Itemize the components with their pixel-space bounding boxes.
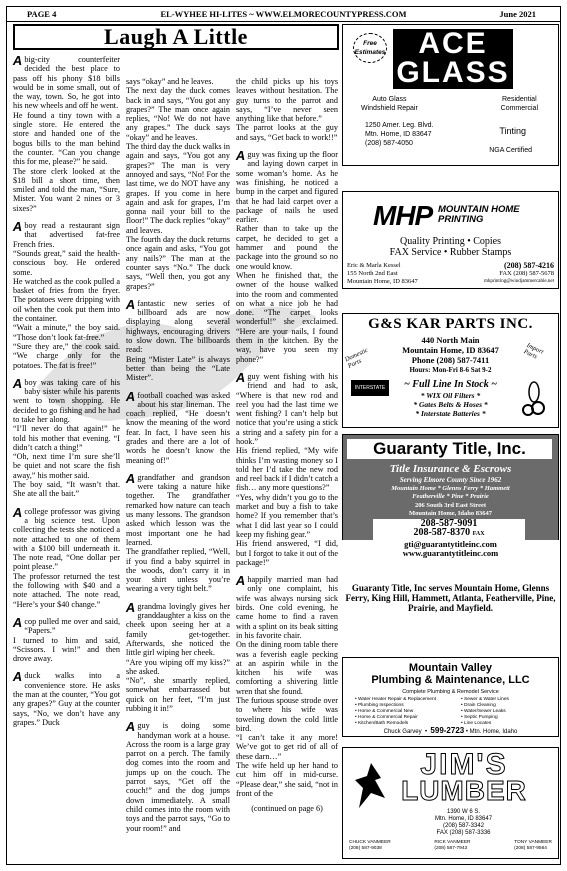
joke-paragraph: “No”, she smartly replied, somewhat embarrassed but quick on her feet, “I’m just rubbing it in!” — [126, 676, 230, 713]
guaranty-tagline: Title Insurance & Escrows — [389, 463, 512, 475]
joke-paragraph — [126, 721, 230, 833]
joke-text: cop pulled me over and said, “Papers.” — [24, 616, 120, 636]
joke-paragraph: says “okay” and he leaves. — [126, 77, 214, 86]
guaranty-email-link[interactable]: gti@guarantytitleinc.com — [404, 539, 497, 549]
masthead: EL-WYHEE HI-LITES ~ WWW.ELMORECOUNTYPRESS.COM — [160, 9, 407, 19]
gs-stock: ~ Full Line In Stock ~ * WIX Oil Filters * * Gates Belts & Hoses * * Interstate Batteries * — [404, 379, 497, 418]
joke-text: boy was taking care of his baby sister while his parents went to town shopping. He decided to go fishing and he had to take her along. — [13, 377, 120, 424]
drop-cap: A — [11, 53, 24, 68]
ace-glass-ad — [342, 24, 559, 166]
joke-paragraph: The professor returned the test the following with $40 and a note attached. The note read, “Here’s your $40 change.” — [13, 571, 120, 609]
joke-paragraph: the child picks up his toys leaves without hesitation. The guy turns to the parrot and says, “I’ve never seen anything like that before.” — [236, 77, 338, 124]
mhp-address: Eric & Marla Kessel 155 North 2nd East Mountain Home, ID 83647 — [347, 262, 418, 285]
joke-text: guy was fixing up the floor and laying down carpet in some woman’s home. As he was finishing, he noticed a bump in the carpet and figured that he had laid carpet over a package of nails he used earlier. — [236, 150, 338, 225]
drop-cap: A — [124, 388, 137, 404]
drop-cap: A — [124, 470, 137, 486]
drop-cap: A — [11, 504, 24, 520]
guaranty-title-ad — [342, 434, 559, 547]
joke-text: grandfather and grandson were taking a nature hike together. The grandfather remarked how nature can teach us many lessons. The grandson asked which lesson was the most important one he had learned. — [126, 472, 230, 547]
plumbing-sub: Complete Plumbing & Remodel Service — [402, 689, 499, 695]
interstate-battery-icon: INTERSTATE — [351, 380, 389, 396]
joke-paragraph: He found a tiny town with a single store. He entered the store and handed one of the bogus bills to the man behind the counter. “Can you change this for me, please?” he said. — [13, 110, 120, 167]
joke-paragraph: Being “Mister Late” is always better than being the “Late Mister”. — [126, 354, 230, 383]
joke-paragraph: “Sure they are,” the cook said. “We charge only for the potatoes. The fat is free!” — [13, 341, 120, 370]
joke-paragraph: The fourth day the duck returns once again and asks, “You got any nails?” The man at the counter says “No.” The duck says, “Well then, you got any grapes?” — [126, 235, 230, 291]
drop-cap: A — [124, 719, 137, 735]
drop-cap: A — [234, 573, 247, 589]
joke-paragraph — [124, 470, 230, 547]
guaranty-serves-text: Guaranty Title, Inc serves Mountain Home, Glenns Ferry, King Hill, Hammett, Atlanta, Featherville, Pine, Prairie, and Mayfield. — [345, 583, 556, 613]
joke-paragraph: The next day the duck comes back in and says, “You got any grapes?” The man once again replies, “No! We do not have any grapes.” The duck says “okay” and he leaves. — [126, 86, 230, 142]
joke-text: grandma lovingly gives her granddaughter a kiss on the cheek upon seeing her at a family get-together. Afterwards, she noticed the little girl wiping her cheek. — [126, 601, 230, 658]
drop-cap: A — [11, 219, 24, 235]
gs-kar-parts-ad — [342, 313, 559, 428]
drop-cap: A — [11, 614, 24, 630]
joke-paragraph — [13, 55, 120, 111]
joke-paragraph: His friend replied, “My wife thinks I’m wasting money so I told her I’d take the new rod and reel back if I didn’t catch a fish… any more questions?” — [236, 446, 338, 493]
mhp-logo: MHP — [373, 200, 433, 231]
guaranty-address: 206 South 3rd East Street Mountain Home, Idaho 83647 — [408, 502, 493, 517]
page-number: PAGE 4 — [27, 9, 57, 19]
joke-paragraph: “Are you wiping off my kiss?” she asked. — [126, 657, 230, 676]
joke-paragraph: “I can’t take it any more! We’ve got to get rid of all of these darn…” — [236, 733, 338, 761]
guaranty-contact-box: 208-587-9091 208-587-8370 FAX — [373, 519, 525, 545]
guaranty-towns: Mountain Home * Glenns Ferry * Hammett Featherville * Pine * Prairie — [391, 485, 510, 500]
issue-date: June 2021 — [499, 9, 536, 19]
joke-paragraph — [236, 150, 338, 224]
drop-cap: A — [124, 296, 137, 312]
joke-text: guy is doing some handyman work at a house. Across the room is a large gray parrot on a perch. The family dog comes into the room and jumps up on the couch. The parrot says, “Get off the couch!” and the dog jumps down immediately. A small child comes into the room with toys and the parrot says, “Go to your room!” and — [126, 721, 230, 833]
joke-paragraph — [11, 504, 120, 572]
jims-person: TONY VANMEER (208) 587-9564 — [514, 840, 552, 851]
joke-column-1 — [13, 55, 120, 727]
continued-note: (continued on page 6) — [251, 804, 323, 814]
jims-logo: JIM'S LUMBER — [401, 748, 527, 806]
jims-person: CHUCK VANMEER (208) 587-9038 — [349, 840, 391, 851]
jims-lumber-ad — [342, 747, 559, 859]
mhp-printing-ad — [342, 191, 559, 289]
joke-paragraph: “Yes, why didn’t you go to the market and buy a fish to take home? If you remember that’s what I did last year so I could keep my fishing gear.” — [236, 492, 338, 539]
belt-icon — [522, 380, 546, 420]
drop-cap: A — [11, 669, 24, 685]
joke-paragraph — [124, 388, 230, 465]
plumbing-ad — [342, 657, 559, 737]
free-estimates-badge: Free Estimates — [353, 33, 387, 63]
joke-paragraph: When he finished that, the owner of the house walked into the room and commented on what a nice job he had done. “The carpet looks wonderful!” she exclaimed. “Here are your nails, I found them in the kitchen. By the way, have you seen my phone?” — [236, 270, 338, 364]
ace-services-left: Auto Glass Windshield Repair — [361, 96, 418, 112]
newspaper-page — [6, 6, 561, 865]
joke-paragraph — [11, 614, 120, 636]
joke-paragraph: The third day the duck walks in again and says, “You got any grapes?” The man is very annoyed and says, “No! For the last time, we do NOT have any grapes. If you come in here again and ask for grapes, I’m gonna nail your bill to the floor!” The duck replies “okay” and leaves. — [126, 142, 230, 235]
joke-text: boy read a restaurant sign that advertised fat-free French fries. — [13, 221, 120, 249]
joke-paragraph: His friend answered, “I did, but I forgot to take it out of the package!” — [236, 539, 338, 567]
joke-paragraph — [124, 599, 230, 658]
ace-nga: NGA Certified — [489, 147, 532, 154]
joke-text: happily married man had only one complaint, his wife was always nursing sick birds. One cold evening, he came home to find a raven with a splint on its beak sitting in his favorite chair. — [236, 575, 338, 640]
guaranty-web-link[interactable]: www.guarantytitleinc.com — [402, 548, 499, 558]
bird-logo-icon — [351, 758, 391, 818]
joke-paragraph — [234, 369, 338, 446]
joke-paragraph: “Wait a minute,” the boy said. “Those don’t look fat-free.” — [13, 323, 120, 342]
joke-text: guy went fishing with his friend and had to ask, “Where is that new rod and reel you had the last time we went fishing? I can’t help but notice that you’re using a stick a string and a safety pin for a hook.” — [236, 371, 338, 446]
joke-paragraph: “I’ll never do that again!” he told his mother that evening. “I didn’t catch a thing!” — [13, 424, 120, 452]
mhp-name: MOUNTAIN HOME PRINTING — [438, 204, 520, 225]
import-parts-label: Import Parts — [522, 341, 545, 361]
plumbing-contact: Chuck Garvey • 599-2723 • Mtn. Home, Idaho — [383, 726, 518, 735]
joke-text: football coached was asked about his star lineman. The coach replied, “He doesn’t know the meaning of the word fear. In fact, I have seen his grades and there are a lot of words he doesn’t know the meaning of!” — [126, 390, 230, 465]
ace-services-right: Residential Commercial — [500, 96, 538, 112]
joke-paragraph: The boy said, “It wasn’t that. She ate all the bait.” — [13, 480, 120, 499]
joke-paragraph: On the dining room table there was a feverish eagle pecking at an aspirin while in the kitchen his wife was comforting a shivering little wren that she found. — [236, 640, 338, 696]
joke-text: duck walks into a convenience store. He asks the man at the counter, “You got any grapes?” Guy at the counter says, “No, we don’t have any grapes.” Duck — [13, 671, 120, 727]
joke-paragraph: The grandfather replied, “Well, if you find a baby squirrel in the woods, don’t carry it in your shirt unless you’re wearing a very tight belt.” — [126, 547, 230, 594]
joke-text: college professor was giving a big science test. Upon collecting the tests she noticed a note attached to one of them with a $100 bill underneath it. The note read, “One dollar per point please.” — [13, 506, 120, 572]
joke-paragraph: The parrot looks at the guy and says, “Get back to work!!” — [236, 123, 338, 142]
drop-cap: A — [11, 375, 24, 391]
drop-cap: A — [234, 369, 247, 385]
joke-paragraph: The wife held up her hand to cut him off in mid-curse. “Please dear,” she said, “not in front of the — [236, 761, 338, 798]
joke-paragraph — [236, 575, 338, 640]
joke-column-3 — [236, 77, 338, 814]
plumbing-services-left: • Water Heater Repair & Replacement • Plumbing Inspections • Home & Commercial New • Home & Commercial Repair • Kitchen/Bath Remodels — [355, 697, 436, 726]
jims-address: 1390 W 6 S. Mtn. Home, ID 83647 (208) 587-3342 FAX (208) 587-3336 — [435, 809, 493, 836]
joke-paragraph — [13, 221, 120, 249]
mhp-contact: (208) 587-4216 FAX (208) 587-5678 mhprinting@windjammercable.net — [483, 261, 554, 284]
mhp-services: Quality Printing • Copies FAX Service • Rubber Stamps — [389, 236, 512, 258]
domestic-parts-label: Domestic Parts — [343, 346, 370, 370]
ace-address: 1250 Amer. Leg. Blvd. Mtn. Home, ID 83647 (208) 587-4050 — [365, 122, 434, 147]
joke-paragraph: “Sounds great,” said the health-conscious boy. He ordered some. — [13, 248, 120, 277]
guaranty-web-strip — [342, 540, 559, 560]
joke-paragraph: “Oh, next time I’m sure she’ll be quiet and not scare the fish away,” his mother said. — [13, 452, 120, 480]
guaranty-serving: Serving Elmore County Since 1962 — [399, 476, 502, 484]
plumbing-services-right: • Sewer & Water Lines • Drain Cleaning • Water/Sewer Leaks • Septic Pumping • Line Locates — [461, 697, 509, 726]
joke-paragraph — [124, 296, 230, 355]
drop-cap: A — [124, 599, 137, 615]
joke-text: big-city counterfeiter decided the best place to pass off his phony $18 bills would be in some small, out of the way, town. So, he got into his new wheels and off he went. — [13, 55, 120, 111]
joke-paragraph — [13, 671, 120, 727]
ace-logo: ACE GLASS — [393, 29, 513, 89]
section-title: Laugh A Little — [13, 24, 339, 50]
guaranty-name: Guaranty Title, Inc. — [347, 439, 552, 459]
joke-column-2 — [126, 77, 230, 833]
joke-paragraph: The store clerk looked at the $18 bill a short time, then smiled and told the man, “Sure, Mister. You want 2 nines or 3 sixes?” — [13, 166, 120, 213]
gs-address: 440 North Main Mountain Home, ID 83647 Phone (208) 587-7411 Hours: Mon-Fri 8-6 Sat 9-2 — [402, 335, 499, 374]
joke-text: fantastic new series of billboard ads are now displaying along several highways, encouraging drivers to slow down. The billboards read: — [126, 298, 230, 355]
gs-name: G&S KAR PARTS INC. — [368, 316, 533, 332]
joke-paragraph: He watched as the cook pulled a basket of fries from the fryer. The potatoes were dripping with oil when the cook put them into the container. — [13, 276, 120, 324]
joke-paragraph — [11, 375, 120, 424]
page-header — [7, 7, 560, 22]
jims-person: RICK VANMEER (208) 587-7943 — [434, 840, 471, 851]
joke-paragraph: Rather than to take up the carpet, he decided to get a hammer and pound the package into the ground so no one would know. — [236, 224, 338, 271]
plumbing-name: Mountain Valley Plumbing & Maintenance, LLC — [371, 662, 530, 686]
ace-tinting: Tinting — [499, 126, 526, 136]
drop-cap: A — [234, 148, 247, 164]
joke-paragraph: The furious spouse strode over to where his wife was toweling down the cold little bird. — [236, 696, 338, 733]
jims-people — [349, 840, 552, 852]
joke-paragraph: I turned to him and said, “Scissors. I win!” and then drove away. — [13, 635, 120, 664]
